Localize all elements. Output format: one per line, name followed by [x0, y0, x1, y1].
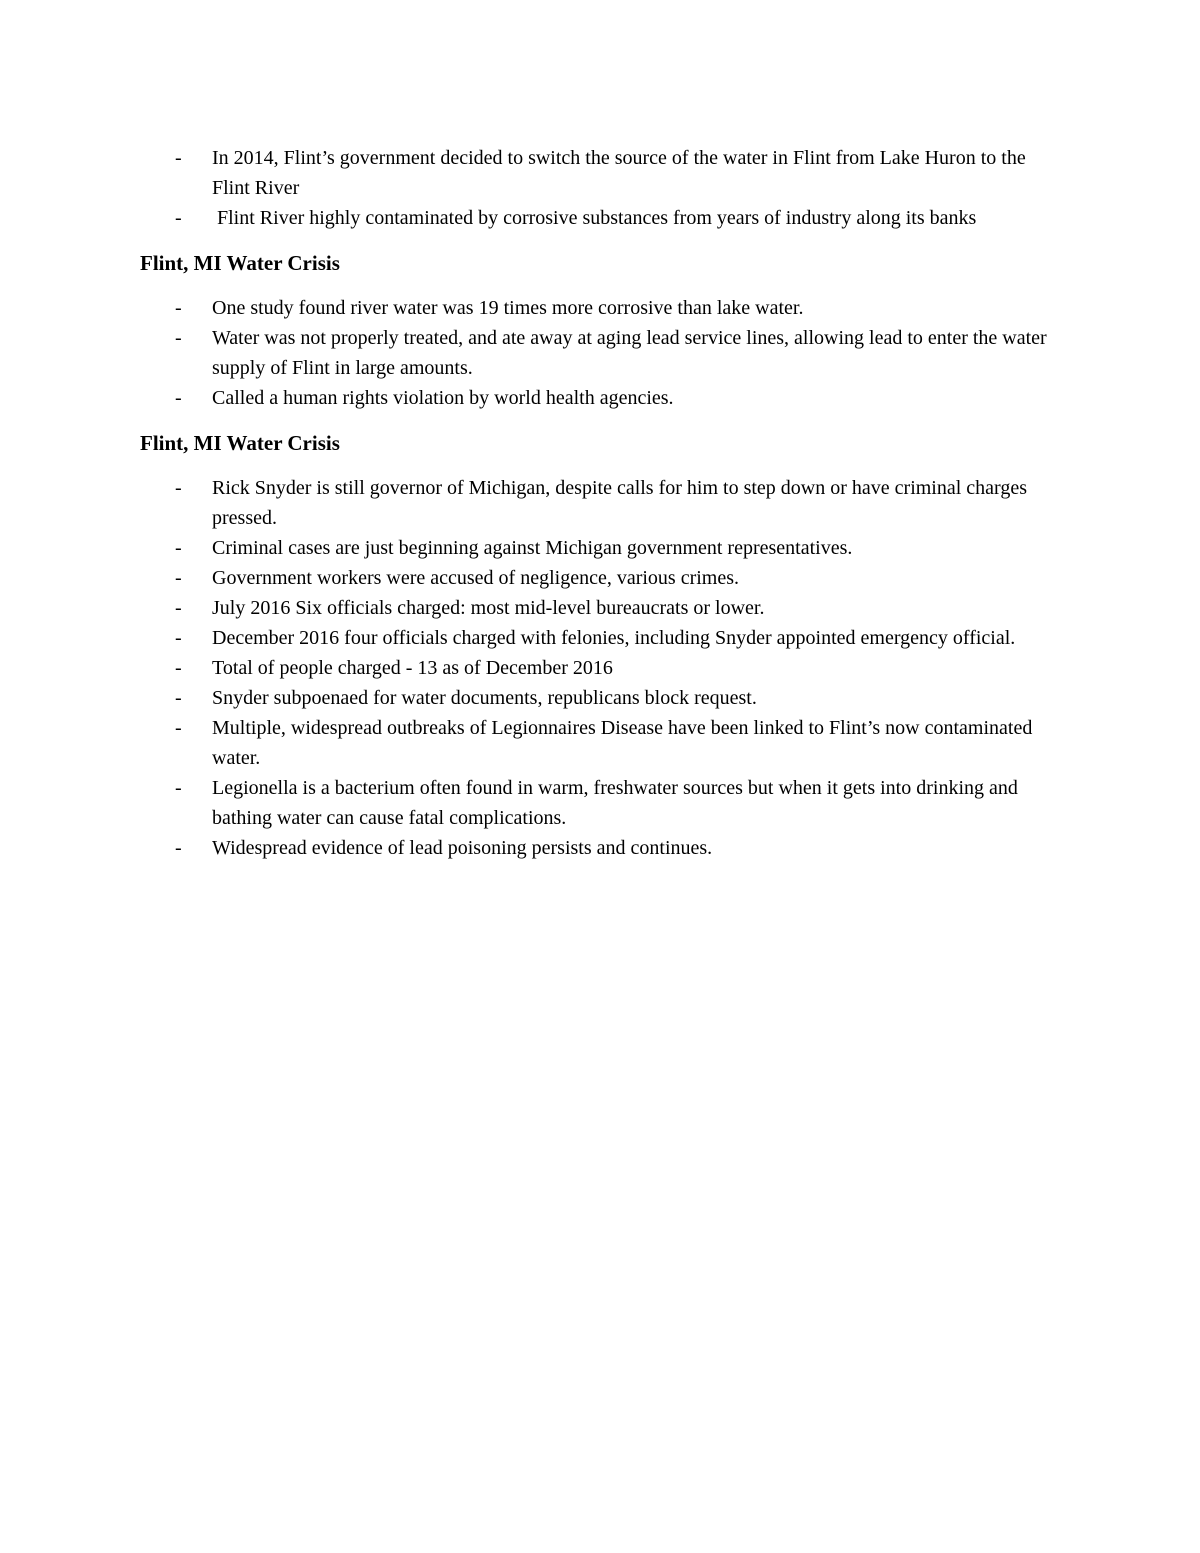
section-water-crisis-2 [140, 428, 1060, 863]
list-item [140, 203, 1060, 233]
list-item-text: July 2016 Six officials charged: most mid-level bureaucrats or lower. [212, 597, 765, 619]
list-item [140, 143, 1060, 203]
bullet-dash: - [175, 687, 182, 709]
intro-list [140, 143, 1060, 233]
bullet-dash: - [175, 297, 182, 319]
list-item [140, 563, 1060, 593]
list-item-text: In 2014, Flint’s government decided to switch the source of the water in Flint from Lake Huron to the Flint River [212, 147, 1026, 199]
list-item-text: Widespread evidence of lead poisoning persists and continues. [212, 837, 713, 859]
list-item-text: Called a human rights violation by world health agencies. [212, 387, 674, 409]
bullet-dash: - [175, 627, 182, 649]
list-item [140, 653, 1060, 683]
list-item [140, 713, 1060, 773]
list-item [140, 533, 1060, 563]
list-item-text: Government workers were accused of negligence, various crimes. [212, 567, 740, 589]
bullet-dash: - [175, 207, 182, 229]
bullet-dash: - [175, 717, 182, 739]
list-item-text: Legionella is a bacterium often found in warm, freshwater sources but when it gets into drinking and bathing water can cause fatal complications. [212, 777, 1018, 829]
list-item [140, 773, 1060, 833]
list-item-text: Rick Snyder is still governor of Michigan, despite calls for him to step down or have criminal charges pressed. [212, 477, 1028, 529]
bullet-dash: - [175, 387, 182, 409]
list-item [140, 593, 1060, 623]
list-item-text: Flint River highly contaminated by corrosive substances from years of industry along its banks [212, 207, 977, 229]
list-item [140, 293, 1060, 323]
list-item [140, 833, 1060, 863]
document-body [140, 143, 1060, 863]
list-item-text: One study found river water was 19 times more corrosive than lake water. [212, 297, 804, 319]
list-item-text: Snyder subpoenaed for water documents, republicans block request. [212, 687, 757, 709]
list-item [140, 683, 1060, 713]
section-heading: Flint, MI Water Crisis [140, 251, 340, 275]
bullet-dash: - [175, 837, 182, 859]
list-item-text: Multiple, widespread outbreaks of Legionnaires Disease have been linked to Flint’s now contaminated water. [212, 717, 1033, 769]
bullet-dash: - [175, 327, 182, 349]
list-item-text: Criminal cases are just beginning against Michigan government representatives. [212, 537, 853, 559]
bullet-dash: - [175, 777, 182, 799]
list-item [140, 623, 1060, 653]
list-item [140, 323, 1060, 383]
bullet-dash: - [175, 147, 182, 169]
bullet-dash: - [175, 597, 182, 619]
bullet-dash: - [175, 657, 182, 679]
list-item [140, 383, 1060, 413]
bullet-dash: - [175, 567, 182, 589]
list-item-text: December 2016 four officials charged with felonies, including Snyder appointed emergency official. [212, 627, 1016, 649]
section-heading: Flint, MI Water Crisis [140, 431, 340, 455]
bullet-dash: - [175, 537, 182, 559]
list-item [140, 473, 1060, 533]
bullet-dash: - [175, 477, 182, 499]
section-list [140, 473, 1060, 863]
section-water-crisis-1 [140, 248, 1060, 413]
list-item-text: Water was not properly treated, and ate away at aging lead service lines, allowing lead to enter the water supply of Flint in large amounts. [212, 327, 1047, 379]
list-item-text: Total of people charged - 13 as of December 2016 [212, 657, 613, 679]
section-list [140, 293, 1060, 413]
